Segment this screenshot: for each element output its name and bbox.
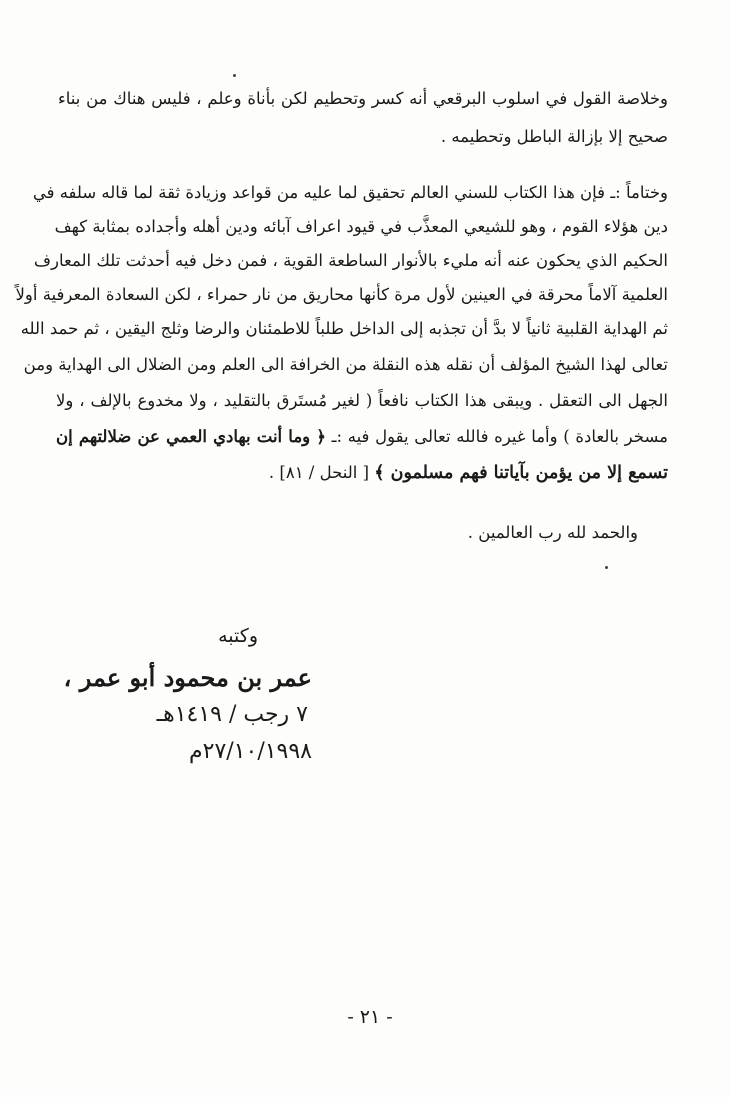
paragraph-2-line-7: الجهل الى التعقل . ويبقى هذا الكتاب نافعاً ( لغير مُستَرق بالتقليد ، ولا مخدوع بالإلف ، ولا bbox=[56, 391, 668, 410]
page-number: - ٢١ - bbox=[347, 1006, 393, 1028]
paragraph-1-line-1: وخلاصة القول في اسلوب البرقعي أنه كسر وتحطيم لكن بأناة وعلم ، فليس هناك من بناء bbox=[58, 89, 668, 108]
signature-author-name: عمر بن محمود أبو عمر ، bbox=[63, 663, 312, 692]
scan-speck bbox=[605, 566, 608, 569]
signature-hijri-date: ٧ رجب / ١٤١٩هـ bbox=[156, 702, 308, 727]
paragraph-2-line-2: دين هؤلاء القوم ، وهو للشيعي المعذَّب في قيود اعراف آبائه ودين أهله وأجداده بمثابة كهف bbox=[54, 217, 668, 236]
paragraph-2-line-6: تعالى لهذا الشيخ المؤلف أن نقله هذه النقلة من الخرافة الى العلم ومن الضلال الى الهداية ومن bbox=[23, 355, 668, 374]
quote-intro-text: مسخر بالعادة ) وأما غيره فالله تعالى يقول فيه :ـ bbox=[331, 427, 668, 446]
paragraph-2-line-9 bbox=[269, 460, 668, 486]
scan-speck bbox=[233, 74, 236, 77]
closing-praise: والحمد لله رب العالمين . bbox=[467, 523, 638, 542]
paragraph-2-line-5: ثم الهداية القلبية ثانياً لا بدَّ أن تجذبه إلى الداخل طلباً للاطمئنان والرضا وثلج اليقين ، ثم حمد الله bbox=[20, 319, 668, 338]
signature-gregorian-date: ٢٧/١٠/١٩٩٨م bbox=[189, 739, 312, 764]
paragraph-1-line-2: صحيح إلا بإزالة الباطل وتحطيمه . bbox=[440, 127, 668, 146]
quran-verse-part-2: تسمع إلا من يؤمن بآياتنا فهم مسلمون ﴾ bbox=[374, 463, 668, 483]
signature-wrote-by: وكتبه bbox=[218, 625, 258, 647]
quran-verse-part-1: ﴿ وما أنت بهادي العمي عن ضلالتهم إن bbox=[56, 427, 326, 446]
paragraph-2-line-3: الحكيم الذي يحكون عنه أنه مليء بالأنوار الساطعة القوية ، فمن دخل فيه أحدثت تلك المعارف bbox=[33, 251, 668, 270]
paragraph-2-line-1: وختاماً :ـ فإن هذا الكتاب للسني العالم تحقيق لما عليه من قواعد وزيادة ثقة لما قاله سلفه في bbox=[32, 183, 668, 202]
paragraph-2-line-8 bbox=[56, 424, 668, 450]
verse-citation: [ النحل / ٨١] . bbox=[268, 463, 370, 482]
paragraph-2-line-4: العلمية آلاماً محرقة في العينين لأول مرة كأنها محاريق من نار حمراء ، لكن السعادة المعرفية أولاً bbox=[15, 285, 668, 304]
